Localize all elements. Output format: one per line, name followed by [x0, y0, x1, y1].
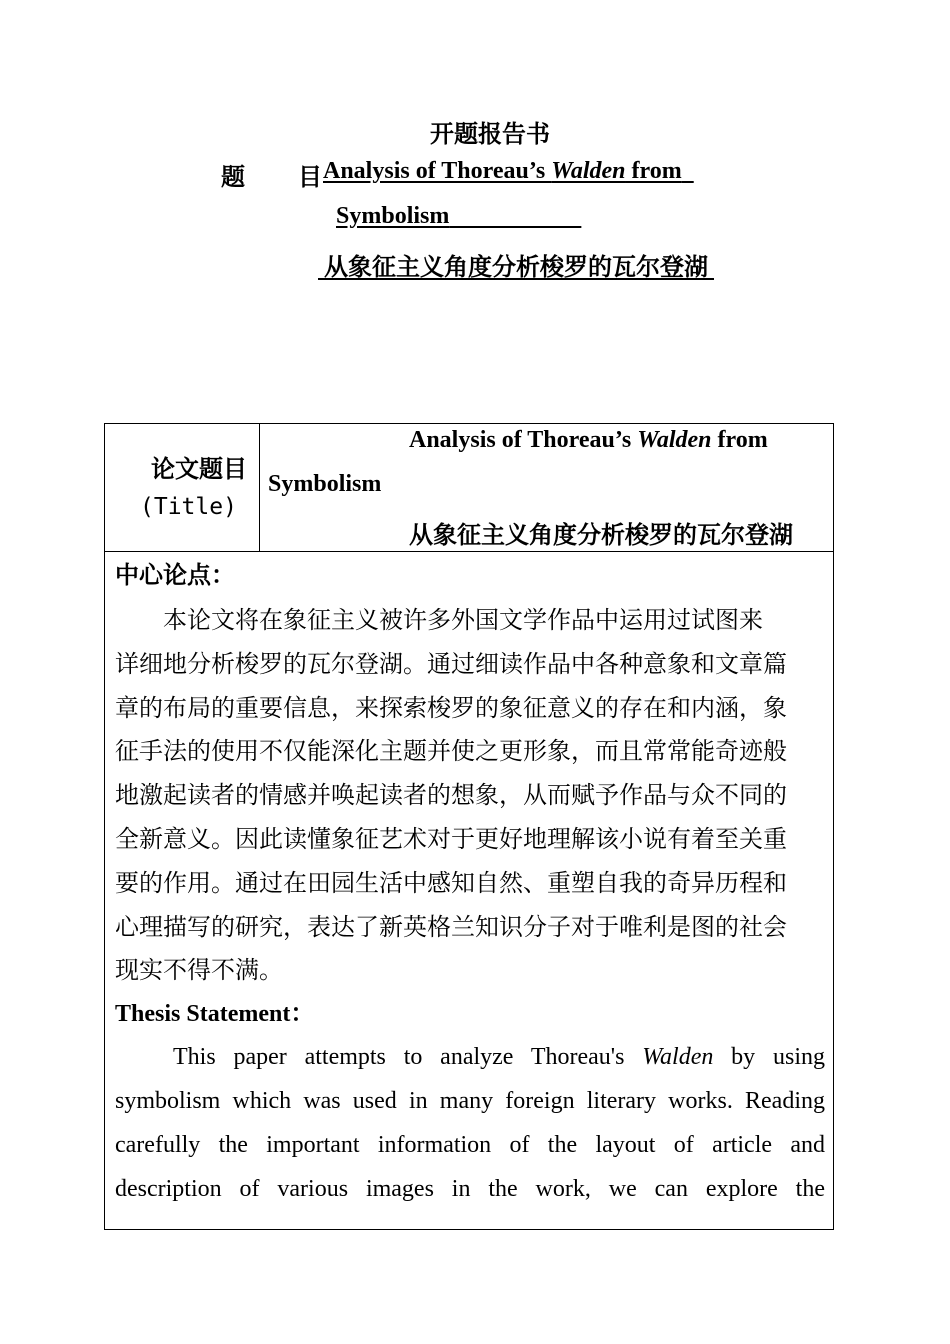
thesis-line: symbolism which was used in many foreign literary works. Reading	[115, 1088, 825, 1114]
thesis-line	[115, 1035, 825, 1079]
central-argument-line: 章的布局的重要信息，来探索梭罗的象征意义的存在和内涵，象	[115, 695, 787, 722]
topic-label-char-1: 题	[221, 165, 245, 191]
thesis-line-1-post: by using	[713, 1044, 825, 1070]
title-value-pre: Analysis of Thoreau’s	[409, 427, 638, 453]
topic-english-line-2	[336, 203, 581, 230]
title-value-italic: Walden	[637, 427, 712, 453]
topic-english-line-1-italic: Walden	[551, 158, 626, 184]
thesis-statement-heading: Thesis Statement：	[115, 1001, 315, 1027]
central-argument-line: 征手法的使用不仅能深化主题并使之更形象，而且常常能奇迹般	[115, 739, 787, 766]
topic-english-line-1	[323, 158, 694, 185]
central-argument-line: 本论文将在象征主义被许多外国文学作品中运用过试图来	[163, 608, 763, 634]
title-value-english-line-2: Symbolism	[268, 471, 382, 497]
central-argument-line: 地激起读者的情感并唤起读者的想象，从而赋予作品与众不同的	[115, 783, 787, 810]
table-column-divider	[259, 424, 260, 551]
central-argument-line: 心理描写的研究，表达了新英格兰知识分子对于唯利是图的社会	[115, 914, 787, 941]
topic-english-line-1-pre: Analysis of Thoreau’s	[323, 158, 552, 184]
topic-chinese-text: 从象征主义角度分析梭罗的瓦尔登湖	[324, 255, 708, 281]
central-argument-heading: 中心论点：	[115, 563, 235, 589]
central-argument-line: 现实不得不满。	[115, 958, 283, 985]
title-label-english: (Title)	[140, 494, 237, 520]
topic-english-line-2-text: Symbolism	[336, 203, 450, 229]
thesis-line-1-pre: This paper attempts to analyze Thoreau's	[173, 1044, 643, 1070]
topic-label-char-2: 目	[298, 165, 322, 191]
title-value-english-line-1	[409, 427, 768, 454]
topic-english-line-1-post: from	[625, 158, 682, 184]
thesis-statement-paragraph	[115, 1035, 825, 1211]
thesis-line: description of various images in the work, we can explore the	[115, 1176, 825, 1202]
thesis-line: carefully the important information of the layout of article and	[115, 1132, 825, 1158]
table-row-divider	[105, 551, 833, 552]
central-argument-line: 全新意义。因此读懂象征艺术对于更好地理解该小说有着至关重	[115, 826, 787, 853]
title-label-chinese: 论文题目	[151, 457, 247, 483]
central-argument-line: 详细地分析梭罗的瓦尔登湖。通过细读作品中各种意象和文章篇	[115, 651, 787, 678]
title-value-post: from	[711, 427, 768, 453]
title-value-chinese: 从象征主义角度分析梭罗的瓦尔登湖	[409, 523, 793, 549]
document-title: 开题报告书	[430, 122, 550, 148]
proposal-table	[104, 423, 834, 1230]
topic-chinese	[318, 247, 714, 282]
thesis-line-1-italic: Walden	[642, 1044, 714, 1070]
central-argument-paragraph	[115, 600, 827, 994]
central-argument-line: 要的作用。通过在田园生活中感知自然、重塑自我的奇异历程和	[115, 870, 787, 897]
